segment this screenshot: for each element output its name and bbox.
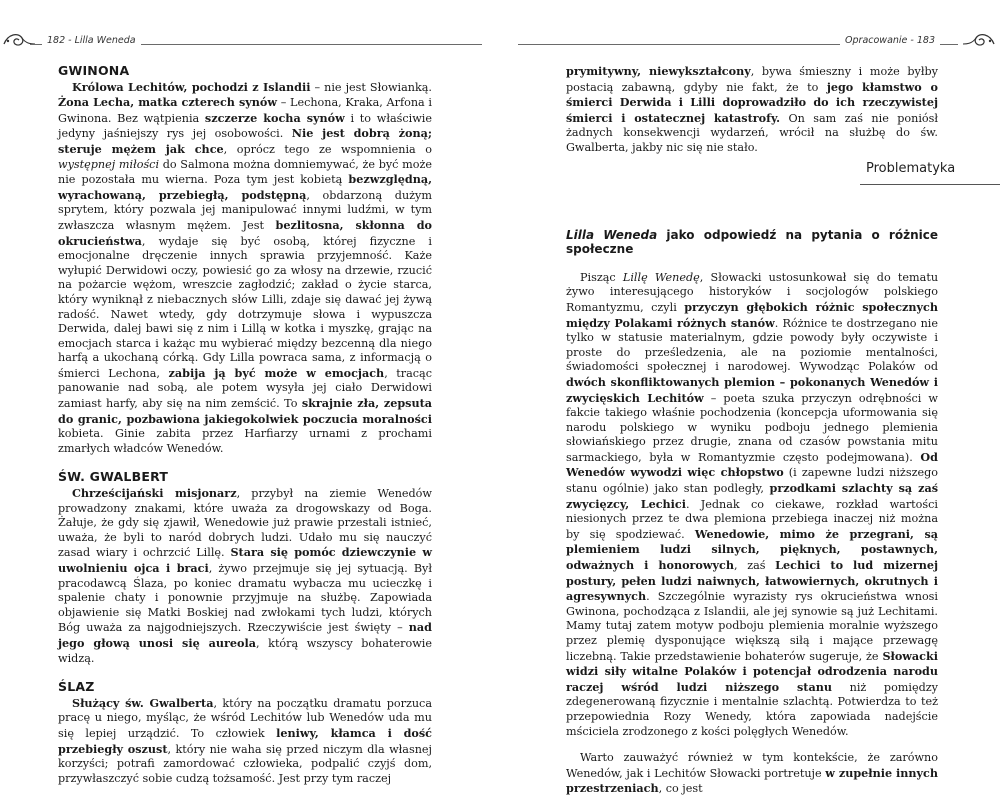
section-gwinona xyxy=(58,64,432,456)
page-ornament-icon xyxy=(2,28,36,52)
section-body: Królowa Lechitów, pochodzi z Islandii – nie jest Słowianką. Żona Lecha, matka czterech synów – Lechona, Kraka, Arfona i Gwinona. Bez wątpienia szczerze kocha synów i to właściwie jedyny jaśniejszy rys jej osobowości. Nie jest dobrą żoną; steruje mężem jak chce, oprócz tego ze wspomnienia o występnej miłości do Salmona można domniemywać, że być może nie pozostała mu wierna. Poza tym jest kobietą bezwzględną, wyrachowaną, przebiegłą, podstępną, obdarzoną dużym sprytem, który pozwala jej manipulować innymi ludźmi, w tym zwłaszcza własnym mężem. Jest bezlitosna, skłonna do okrucieństwa, wydaje się być osobą, której fizyczne i emocjonalne dręczenie innych sprawia przyjemność. Każe wyłupić Derwidowi oczy, powiesić go za włosy na drzewie, rzucić na pożarcie wężom, wreszcie zagłodzić; zakład o życie starca, który wyniknął z niebacznych słów Lilli, zdaje się dawać jej żywą radość. Nawet wtedy, gdy dotrzymuje słowa i wypuszcza Derwida, dalej bawi się z nim i Lillą w kotka i myszkę, grając na emocjach starca i każąc mu wybierać między bezcenną dla niego harfą a ukochaną córką. Gdy Lilla powraca sama, z informacją o śmierci Lechona, zabija ją być może w emocjach, tracąc panowanie nad sobą, ale potem wysyła jej ciało Derwidowi zamiast harfy, aby się na nim zemścić. To skrajnie zła, zepsuta do granic, pozbawiona jakiegokolwiek poczucia moralności kobieta. Ginie zabita przez Harfiarzy urnami z prochami zmarłych władców Wenedów. xyxy=(58,79,432,455)
section-title: ŚW. GWALBERT xyxy=(58,469,169,485)
section-body: Chrześcijański misjonarz, przybył na ziemie Wenedów prowadzony znakami, które uważa za drogowskazy od Boga. Żałuje, że gdy się zjawił, Wenedowie już prawie przestali istnieć, uważa, że byli to naród dobrych ludzi. Udało mu się nauczyć zasad wiary i ochrzcić Lillę. Stara się pomóc dziewczynie w uwolnieniu ojca i braci, żywo przejmuje się jej sytuacją. Był pracodawcą Ślaza, po koniec dramatu wybacza mu ucieczkę i spalenie chaty i ponownie przyjmuje na służbę. Zapowiada objawienie się Matki Boskiej nad zwłokami tych ludzi, których Bóg uważa za najgodniejszych. Rzeczywiście jest święty – nad jego głową unosi się aureola, którą wszyscy bohaterowie widzą. xyxy=(58,486,432,665)
body-paragraph: Pisząc Lillę Wenedę, Słowacki ustosunkował się do tematu żywo interesującego historyków i socjologów polskiego Romantyzmu, czyli przyczyn głębokich różnic społecznych między Polakami różnych stanów. Różnice te dostrzegano nie tylko w statusie materialnym, gdzie powody były oczywiste i proste do prześledzenia, ale na poziomie mentalności, świadomości społecznej i narodowej. Wywodząc Polaków od dwóch skonfliktowanych plemion – pokonanych Wenedów i zwycięskich Lechitów – poeta szuka przyczyn odrębności w fakcie takiego właśnie pochodzenia (koncepcja uformowania się narodu polskiego w wyniku podboju jednego plemienia słowiańskiego przez drugie, znana od czasów powstania mitu sarmackiego, była w Romantyzmie często podejmowana). Od Wenedów wywodzi więc chłopstwo (i zapewne ludzi niższego stanu ogólnie) jako stan podległy, przodkami szlachty są zaś zwycięzcy, Lechici. Jednak co ciekawe, rozkład wartości niesionych przez te dwa plemiona przebiega inaczej niż można by się spodziewać. Wenedowie, mimo że przegrani, są plemieniem ludzi silnych, pięknych, postawnych, odważnych i honorowych, zaś Lechici to lud mizernej postury, pełen ludzi naiwnych, łatwowiernych, okrutnych i agresywnych. Szczególnie wyrazisty rys okrucieństwa wnosi Gwinona, pochodząca z Islandii, ale jej synowie są już Lechitami. Mamy tutaj zatem motyw podboju plemienia moralnie wyższego przez plemię dysponujące większą siłą i mające przewagę liczebną. Takie przedstawienie bohaterów sugeruje, że Słowacki widzi siły witalne Polaków i potencjał odrodzenia narodu raczej wśród ludzi niższego stanu niż pomiędzy zdegenerowaną fizycznie i mentalnie szlachtą. Potwierdza to też przepowiednia Rozy Wenedy, która zapowiada nadejście mściciela zrodzonego z kości polęgłych Wenedów. xyxy=(566,270,939,738)
section-body: Służący św. Gwalberta, który na początku dramatu porzuca pracę u niego, myśląc, że wśród Lechitów lub Wenedów uda mu się lepiej urządzić. To człowiek leniwy, kłamca i dość przebiegły oszust, który nie waha się przed niczym dla własnej korzyści; potrafi zamordować człowieka, podpalić czyjś dom, przywłaszczyć sobie cudzą tożsamość. Jest przy tym raczej xyxy=(58,695,432,785)
right-page xyxy=(500,0,1000,796)
section-slaz xyxy=(58,680,432,786)
left-page xyxy=(0,0,500,785)
subheading: Lilla Weneda jako odpowiedź na pytania o różnice społeczne xyxy=(566,227,938,257)
section-title: ŚLAZ xyxy=(58,679,95,695)
section-gwalbert xyxy=(58,470,432,666)
continued-paragraph: prymitywny, niewykształcony, bywa śmieszny i może byłby postacią zabawną, gdyby nie fakt, że to jego kłamstwo o śmierci Derwida i Lilli doprowadziło do ich rzeczywistej śmierci i ostatecznej katastrofy. On sam zaś nie poniósł żadnych konsekwencji wydarzeń, wrócił na służbę do św. Gwalberta, jakby nic się nie stało. xyxy=(566,64,939,154)
running-header-left: 182 - Lilla Weneda xyxy=(42,35,141,46)
section-heading-problematyka: Problematyka xyxy=(866,161,956,176)
left-column xyxy=(58,64,432,786)
body-paragraph: Warto zauważyć również w tym kontekście, że zarówno Wenedów, jak i Lechitów Słowacki portretuje w zupełnie innych przestrzeniach, co jest xyxy=(566,751,938,796)
section-title: GWINONA xyxy=(58,63,130,78)
page-ornament-icon xyxy=(962,28,996,52)
section-heading-rule xyxy=(860,184,1000,185)
running-header-right: Opracowanie - 183 xyxy=(840,35,940,46)
